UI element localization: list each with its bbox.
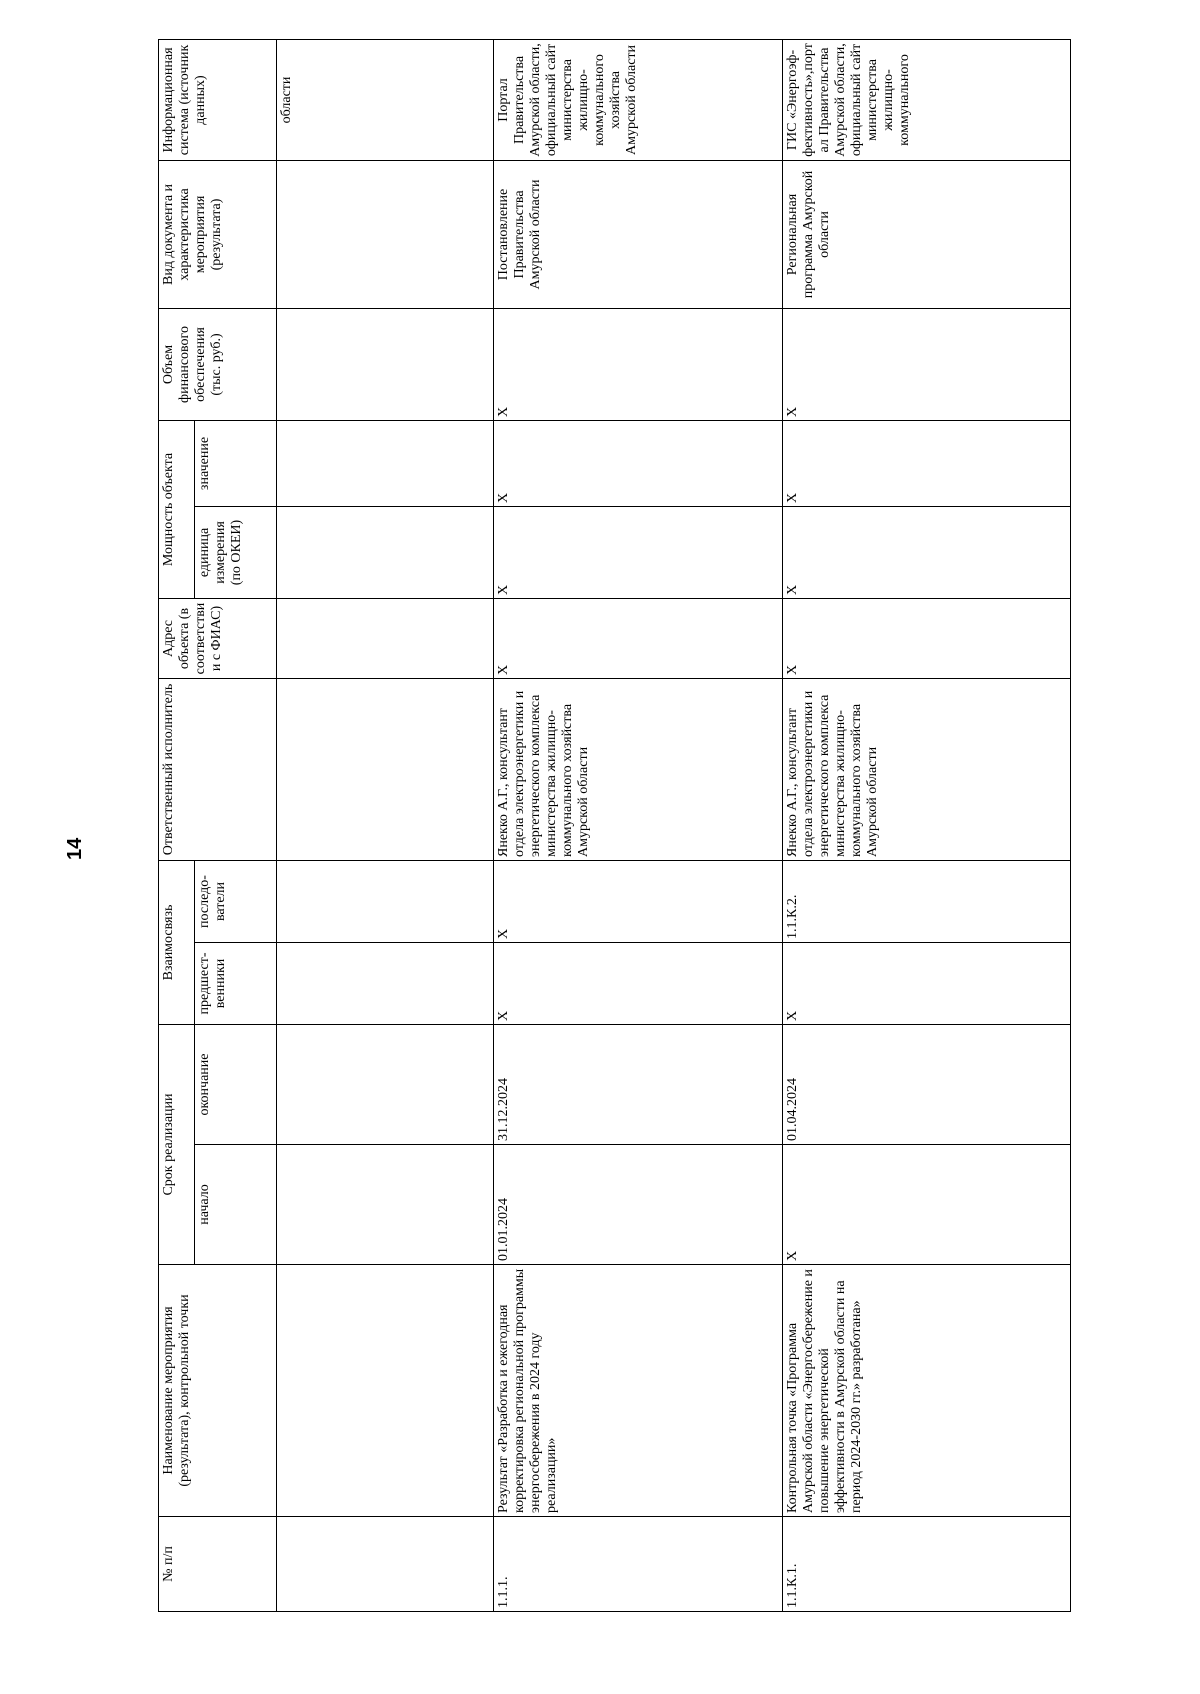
cell-doc: Постановление Правительства Амурской области — [493, 160, 782, 308]
table-row — [277, 39, 494, 1611]
cell-name — [277, 1265, 494, 1517]
cell-executor: Янекко А.Г., консультант отдела электроэнергетики и энергетического комплекса министерства жилищно-коммунального хозяйства Амурской области — [493, 679, 782, 861]
cell-doc — [277, 160, 494, 308]
cell-infosys: Портал Правительства Амурской области, официальный сайт министерства жилищно-коммунального хозяйства Амурской области — [493, 39, 782, 160]
header-finance: Объем финансового обеспечения (тыс. руб.) — [159, 308, 277, 420]
cell-end — [277, 1025, 494, 1145]
cell-start: 01.01.2024 — [493, 1145, 782, 1265]
cell-pred: X — [782, 943, 1070, 1025]
cell-unit: X — [782, 507, 1070, 599]
cell-finance — [277, 308, 494, 420]
cell-infosys: области — [277, 39, 494, 160]
header-address: Адрес объекта (в соответствии с ФИАС) — [159, 599, 277, 679]
cell-doc: Региональная программа Амурской области — [782, 160, 1070, 308]
cell-value: X — [493, 420, 782, 506]
cell-end: 01.04.2024 — [782, 1025, 1070, 1145]
cell-name: Контрольная точка «Программа Амурской области «Энергосбережение и повышение энергетической эффективности в Амурской области на период 2024-2030 гг.» разработана» — [782, 1265, 1070, 1517]
cell-address: X — [493, 599, 782, 679]
cell-start — [277, 1145, 494, 1265]
cell-finance: X — [493, 308, 782, 420]
header-executor: Ответственный исполнитель — [159, 679, 277, 861]
cell-unit: X — [493, 507, 782, 599]
cell-end: 31.12.2024 — [493, 1025, 782, 1145]
cell-executor: Янекко А.Г., консультант отдела электроэнергетики и энергетического комплекса министерства жилищно-коммунального хозяйства Амурской области — [782, 679, 1070, 861]
header-name: Наименование мероприятия (результата), контрольной точки — [159, 1265, 277, 1517]
header-cap-unit: единица измерения (по ОКЕИ) — [195, 507, 277, 599]
header-term: Срок реализации — [159, 1025, 195, 1265]
cell-pred: X — [493, 943, 782, 1025]
cell-value: X — [782, 420, 1070, 506]
header-link-pred: предшест-венники — [195, 943, 277, 1025]
cell-finance: X — [782, 308, 1070, 420]
header-capacity: Мощность объекта — [159, 420, 195, 598]
cell-name: Результат «Разработка и ежегодная корректировка региональной программы энергосбережения в 2024 году реализации» — [493, 1265, 782, 1517]
cell-address: X — [782, 599, 1070, 679]
cell-executor — [277, 679, 494, 861]
header-infosys: Информационная система (источник данных) — [159, 39, 277, 160]
cell-succ — [277, 861, 494, 943]
table-row — [493, 39, 782, 1611]
header-link-succ: последо-ватели — [195, 861, 277, 943]
activities-table — [158, 40, 1071, 1612]
header-link: Взаимосвязь — [159, 861, 195, 1025]
header-num: № п/п — [159, 1517, 277, 1612]
cell-succ: X — [493, 861, 782, 943]
table-row — [782, 39, 1070, 1611]
header-term-end: окончание — [195, 1025, 277, 1145]
page-number: 14 — [64, 837, 86, 860]
cell-pred — [277, 943, 494, 1025]
header-cap-value: значение — [195, 420, 277, 506]
header-term-start: начало — [195, 1145, 277, 1265]
cell-value — [277, 420, 494, 506]
cell-start: X — [782, 1145, 1070, 1265]
cell-infosys: ГИС «Энергоэф-фективность»,портал Правительства Амурской области, официальный сайт министерства жилищно-коммунального — [782, 39, 1070, 160]
header-doc: Вид документа и характеристика мероприятия (результата) — [159, 160, 277, 308]
cell-succ: 1.1.К.2. — [782, 861, 1070, 943]
cell-address — [277, 599, 494, 679]
cell-num — [277, 1517, 494, 1612]
cell-unit — [277, 507, 494, 599]
cell-num: 1.1.К.1. — [782, 1517, 1070, 1612]
cell-num: 1.1.1. — [493, 1517, 782, 1612]
